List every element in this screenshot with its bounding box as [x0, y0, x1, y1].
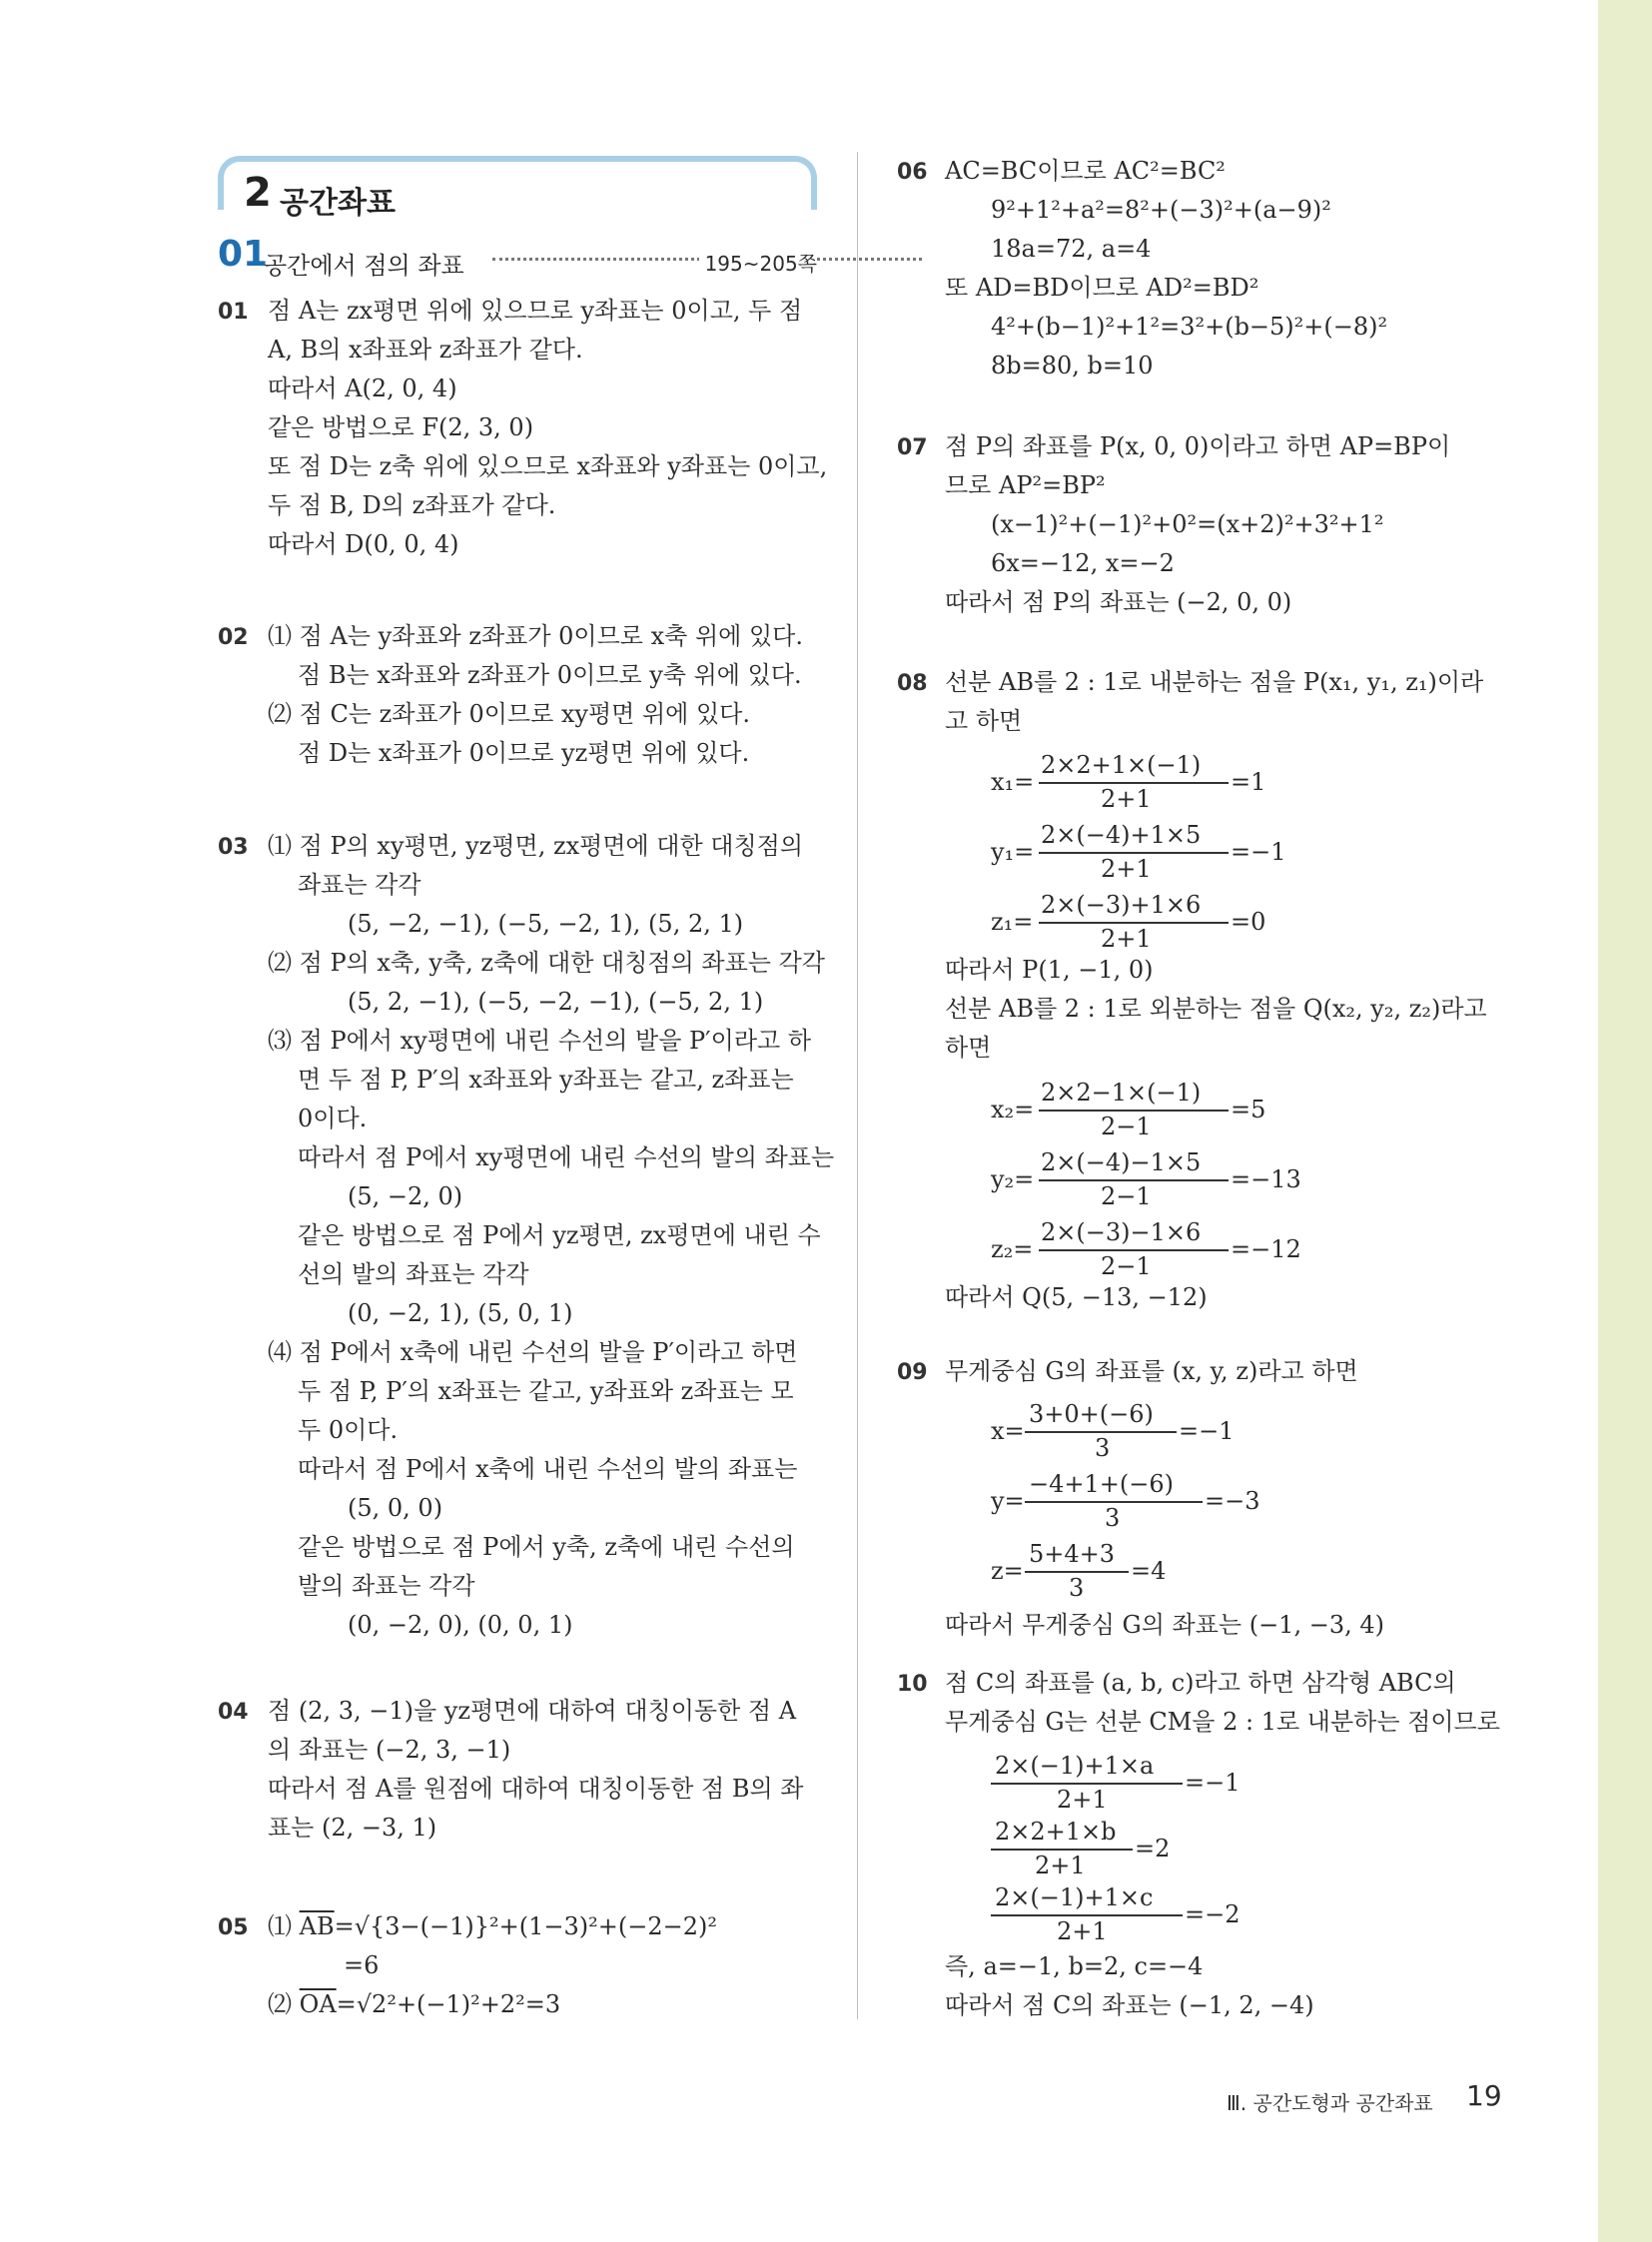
text-line: 선의 발의 좌표는 각각	[298, 1260, 529, 1288]
text-line: 같은 방법으로 점 P에서 y축, z축에 내린 수선의	[298, 1533, 795, 1561]
chapter-footer: Ⅲ. 공간도형과 공간좌표	[1227, 2091, 1433, 2115]
fraction-rhs: =−12	[1231, 1235, 1301, 1263]
text-fragment: ⑴	[268, 1912, 300, 1940]
problem-number: 06	[897, 160, 928, 185]
text-line: (0, −2, 1), (5, 0, 1)	[348, 1299, 573, 1327]
text-line: ⑷ 점 P에서 x축에 내린 수선의 발을 P′이라고 하면	[268, 1338, 798, 1366]
fraction-rhs: =1	[1231, 768, 1266, 796]
text-line: 선분 AB를 2 : 1로 내분하는 점을 P(x₁, y₁, z₁)이라	[945, 668, 1484, 696]
text-line: 또 AD=BD이므로 AD²=BD²	[945, 274, 1259, 302]
column-divider	[857, 152, 858, 2019]
fraction-denominator: 2+1	[1057, 1786, 1108, 1814]
text-line: 무게중심 G는 선분 CM을 2 : 1로 내분하는 점이므로	[945, 1708, 1500, 1736]
fraction-bar	[991, 1914, 1183, 1916]
text-line: 같은 방법으로 F(2, 3, 0)	[268, 413, 534, 441]
section-header	[218, 156, 817, 221]
text-line: 선분 AB를 2 : 1로 외분하는 점을 Q(x₂, y₂, z₂)라고	[945, 995, 1487, 1023]
fraction-bar	[1025, 1571, 1129, 1573]
fraction-bar	[1039, 782, 1229, 784]
text-fragment: ⑵	[268, 1990, 300, 2018]
text-line: 따라서 D(0, 0, 4)	[268, 530, 459, 558]
text-line: (5, 2, −1), (−5, −2, −1), (−5, 2, 1)	[348, 988, 764, 1016]
text-line: 따라서 점 C의 좌표는 (−1, 2, −4)	[945, 1991, 1314, 2019]
fraction-numerator: 2×(−4)−1×5	[1041, 1148, 1202, 1176]
text-line: 의 좌표는 (−2, 3, −1)	[268, 1736, 511, 1764]
subsection-number: 01	[218, 234, 269, 275]
text-line: 따라서 점 P의 좌표는 (−2, 0, 0)	[945, 588, 1292, 616]
fraction-numerator: 2×(−3)+1×6	[1041, 891, 1202, 919]
text-line: 18a=72, a=4	[991, 235, 1152, 263]
fraction-lhs: x₂=	[991, 1096, 1035, 1123]
text-line: (5, −2, 0)	[348, 1182, 463, 1210]
fraction-rhs: =−13	[1231, 1165, 1301, 1193]
text-line: 고 하면	[945, 707, 1023, 735]
fraction-bar	[1039, 1179, 1229, 1181]
fraction-numerator: 5+4+3	[1029, 1540, 1116, 1568]
text-line: A, B의 x좌표와 z좌표가 같다.	[268, 336, 583, 364]
text-line: 므로 AP²=BP²	[945, 471, 1106, 499]
problem-number: 02	[218, 625, 249, 650]
text-line: ⑴ 점 A는 y좌표와 z좌표가 0이므로 x축 위에 있다.	[268, 622, 803, 650]
text-line: 두 0이다.	[298, 1416, 399, 1444]
segment-oa: $\overline{OA}$	[299, 1990, 337, 2018]
text-line: 8b=80, b=10	[991, 352, 1154, 379]
text-line: (x−1)²+(−1)²+0²=(x+2)²+3²+1²	[991, 510, 1384, 538]
text-line: 점 P의 좌표를 P(x, 0, 0)이라고 하면 AP=BP이	[945, 432, 1451, 460]
text-line: 점 D는 x좌표가 0이므로 yz평면 위에 있다.	[298, 739, 750, 767]
fraction-numerator: 2×(−3)−1×6	[1041, 1218, 1202, 1246]
fraction-lhs: z₁=	[991, 908, 1034, 936]
fraction-denominator: 2−1	[1101, 1182, 1152, 1210]
problem-number: 09	[897, 1360, 928, 1385]
text-line: 무게중심 G의 좌표를 (x, y, z)라고 하면	[945, 1357, 1358, 1385]
problem-number: 10	[897, 1672, 928, 1697]
fraction-denominator: 3	[1069, 1574, 1085, 1602]
text-line: 따라서 A(2, 0, 4)	[268, 374, 457, 402]
fraction-denominator: 2−1	[1101, 1113, 1152, 1140]
problem-number: 08	[897, 671, 928, 696]
fraction-lhs: y₁=	[991, 838, 1035, 866]
fraction-rhs: =4	[1131, 1557, 1167, 1585]
text-line: =6	[344, 1951, 380, 1979]
fraction-lhs: y₂=	[991, 1165, 1035, 1193]
fraction-rhs: =−1	[1231, 838, 1286, 866]
fraction-rhs: =−1	[1179, 1417, 1235, 1445]
text-line	[268, 1911, 717, 1941]
fraction-bar	[1039, 922, 1229, 924]
text-line: 6x=−12, x=−2	[991, 549, 1175, 577]
text-line: 따라서 점 A를 원점에 대하여 대칭이동한 점 B의 좌	[268, 1775, 804, 1803]
fraction-denominator: 3	[1095, 1434, 1111, 1462]
text-fragment: =√{3−(−1)}²+(1−3)²+(−2−2)²	[334, 1912, 717, 1940]
text-line: 즉, a=−1, b=2, c=−4	[945, 1952, 1204, 1980]
segment-ab: $\overline{AB}$	[299, 1912, 335, 1940]
fraction-lhs: z₂=	[991, 1235, 1034, 1263]
problem-number: 01	[218, 300, 249, 325]
fraction-bar	[991, 1783, 1183, 1785]
fraction-denominator: 3	[1105, 1504, 1121, 1532]
fraction-bar	[1039, 852, 1229, 854]
text-line: 좌표는 각각	[298, 871, 421, 899]
fraction-rhs: =2	[1135, 1835, 1171, 1863]
text-line: 점 C의 좌표를 (a, b, c)라고 하면 삼각형 ABC의	[945, 1669, 1456, 1697]
fraction-denominator: 2+1	[1057, 1917, 1108, 1945]
fraction-denominator: 2+1	[1101, 925, 1152, 953]
text-fragment: =√2²+(−1)²+2²=3	[336, 1990, 561, 2018]
fraction-rhs: =0	[1231, 908, 1266, 936]
text-line: 점 A는 zx평면 위에 있으므로 y좌표는 0이고, 두 점	[268, 297, 803, 325]
text-line: 0이다.	[298, 1105, 368, 1132]
fraction-rhs: =−2	[1185, 1900, 1240, 1928]
text-line: ⑴ 점 P의 xy평면, yz평면, zx평면에 대한 대칭점의	[268, 832, 804, 860]
text-line: ⑵ 점 P의 x축, y축, z축에 대한 대칭점의 좌표는 각각	[268, 949, 825, 977]
fraction-denominator: 2+1	[1101, 855, 1152, 883]
text-line: 따라서 Q(5, −13, −12)	[945, 1283, 1208, 1311]
fraction-lhs: x=	[991, 1417, 1025, 1445]
section-title: 공간좌표	[280, 186, 396, 221]
text-line: 점 (2, 3, −1)을 yz평면에 대하여 대칭이동한 점 A	[268, 1697, 797, 1725]
text-line: 또 점 D는 z축 위에 있으므로 x좌표와 y좌표는 0이고,	[268, 452, 828, 480]
text-line: 따라서 P(1, −1, 0)	[945, 956, 1154, 984]
text-line: 점 B는 x좌표와 z좌표가 0이므로 y축 위에 있다.	[298, 661, 802, 689]
text-line: 표는 (2, −3, 1)	[268, 1814, 437, 1842]
text-line: 하면	[945, 1034, 992, 1062]
text-line: AC=BC이므로 AC²=BC²	[945, 157, 1226, 185]
fraction-lhs: z=	[991, 1557, 1024, 1585]
text-line: (5, 0, 0)	[348, 1494, 443, 1522]
text-line: 두 점 P, P′의 x좌표는 같고, y좌표와 z좌표는 모	[298, 1377, 794, 1405]
problem-number: 07	[897, 435, 928, 460]
text-line: 9²+1²+a²=8²+(−3)²+(a−9)²	[991, 196, 1331, 224]
fraction-denominator: 2−1	[1101, 1252, 1152, 1280]
fraction-numerator: 2×(−1)+1×c	[995, 1883, 1154, 1911]
subsection-title: 공간에서 점의 좌표	[264, 252, 464, 280]
section-number: 2	[244, 170, 272, 216]
text-line	[268, 1989, 560, 2019]
fraction-denominator: 2+1	[1035, 1852, 1086, 1879]
text-line: 면 두 점 P, P′의 x좌표와 y좌표는 같고, z좌표는	[298, 1066, 794, 1094]
fraction-rhs: =−3	[1205, 1487, 1260, 1515]
page-number: 19	[1466, 2079, 1502, 2112]
subsection-header	[218, 234, 817, 280]
fraction-numerator: 3+0+(−6)	[1029, 1400, 1154, 1428]
text-line: (0, −2, 0), (0, 0, 1)	[348, 1611, 573, 1639]
problem-number: 03	[218, 835, 249, 860]
fraction-denominator: 2+1	[1101, 785, 1152, 813]
text-line: 따라서 점 P에서 x축에 내린 수선의 발의 좌표는	[298, 1455, 798, 1483]
text-line: 따라서 점 P에서 xy평면에 내린 수선의 발의 좌표는	[298, 1143, 835, 1171]
fraction-bar	[991, 1849, 1133, 1851]
fraction-numerator: 2×2−1×(−1)	[1041, 1079, 1202, 1107]
fraction-numerator: 2×(−4)+1×5	[1041, 821, 1202, 849]
fraction-numerator: 2×2+1×b	[995, 1818, 1117, 1846]
fraction-numerator: 2×2+1×(−1)	[1041, 751, 1202, 779]
fraction-numerator: 2×(−1)+1×a	[995, 1752, 1155, 1780]
fraction-bar	[1025, 1431, 1177, 1433]
subsection-pages: 195~205쪽	[699, 248, 817, 277]
problem-number: 05	[218, 1915, 249, 1940]
text-line: 발의 좌표는 각각	[298, 1572, 475, 1600]
fraction-rhs: =5	[1231, 1096, 1266, 1123]
fraction-rhs: =−1	[1185, 1769, 1240, 1797]
fraction-lhs: y=	[991, 1487, 1025, 1515]
text-line: 4²+(b−1)²+1²=3²+(b−5)²+(−8)²	[991, 313, 1388, 341]
text-line: 따라서 무게중심 G의 좌표는 (−1, −3, 4)	[945, 1611, 1384, 1639]
text-line: ⑶ 점 P에서 xy평면에 내린 수선의 발을 P′이라고 하	[268, 1027, 811, 1055]
page-edge-strip	[1598, 0, 1652, 2242]
fraction-bar	[1025, 1501, 1203, 1503]
fraction-numerator: −4+1+(−6)	[1029, 1470, 1174, 1498]
text-line: (5, −2, −1), (−5, −2, 1), (5, 2, 1)	[348, 910, 744, 938]
fraction-lhs: x₁=	[991, 768, 1035, 796]
fraction-bar	[1039, 1110, 1229, 1112]
fraction-bar	[1039, 1249, 1229, 1251]
text-line: 같은 방법으로 점 P에서 yz평면, zx평면에 내린 수	[298, 1221, 821, 1249]
text-line: 두 점 B, D의 z좌표가 같다.	[268, 491, 556, 519]
problem-number: 04	[218, 1700, 249, 1725]
text-line: ⑵ 점 C는 z좌표가 0이므로 xy평면 위에 있다.	[268, 700, 750, 728]
